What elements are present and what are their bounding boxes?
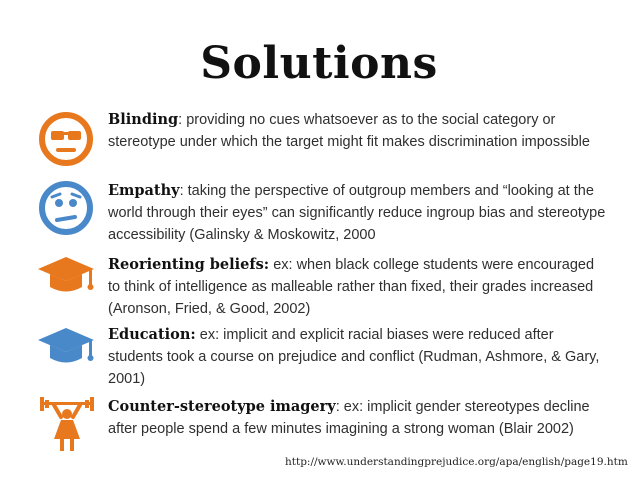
item-term: Blinding — [108, 111, 179, 128]
worried-face-icon — [38, 180, 94, 236]
list-item-blinding — [108, 109, 608, 153]
item-term: Empathy — [108, 182, 180, 199]
item-term: Counter-stereotype imagery — [108, 398, 336, 415]
list-item-counter-stereotype — [108, 396, 608, 440]
item-text: ex: when black college students were encouraged to think of intelligence as malleable rather than fixed, their grades increased (Aronson, Fried, & Good, 2002) — [108, 257, 595, 317]
graduation-cap-blue-icon — [36, 325, 96, 369]
item-term: Education: — [108, 326, 196, 343]
item-text: : taking the perspective of outgroup members and “looking at the world through their eyes” can significantly reduce ingroup bias and stereotype accessibility (Galinsky & Moskowitz, 2000 — [108, 183, 606, 243]
item-text: ex: implicit and explicit racial biases were reduced after students took a course on prejudice and conflict (Rudman, Ashmore, & Gary, 2001) — [108, 327, 600, 387]
weightlifting-woman-icon — [36, 393, 98, 455]
item-term: Reorienting beliefs: — [108, 256, 270, 273]
list-item-empathy — [108, 180, 608, 246]
list-item-reorienting-beliefs — [108, 254, 608, 320]
item-text: : ex: implicit gender stereotypes decline after people spend a few minutes imagining a strong woman (Blair 2002) — [108, 399, 590, 437]
sunglasses-face-icon — [38, 111, 94, 167]
source-url: http://www.understandingprejudice.org/apa/english/page19.htm — [285, 456, 628, 468]
slide-title: Solutions — [200, 38, 438, 89]
list-item-education — [108, 324, 608, 390]
graduation-cap-orange-icon — [36, 254, 96, 298]
item-text: : providing no cues whatsoever as to the social category or stereotype under which the target might fit makes discrimination impossible — [108, 112, 590, 150]
